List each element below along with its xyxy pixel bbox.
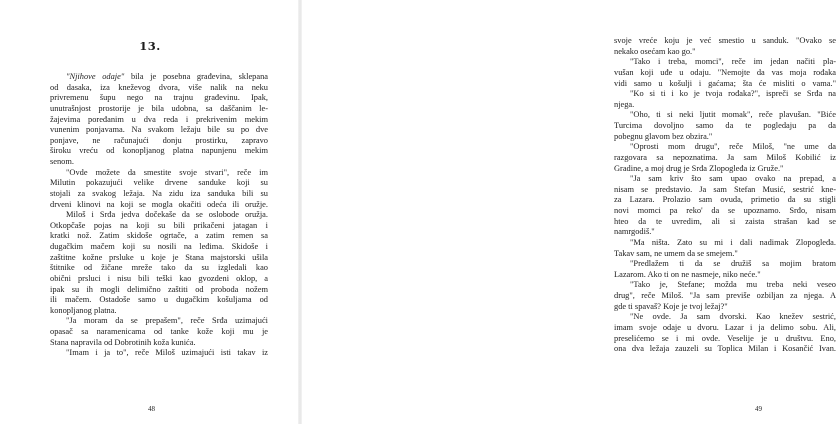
- left-page-text: [50, 72, 268, 359]
- left-line: "Njihove odaje" bila je posebna građevina, sklepana: [66, 72, 268, 81]
- page-number-left: 48: [148, 405, 155, 413]
- right-line: "Oho, ti si neki ljutit momak", reče plavušan. "Biće: [630, 110, 836, 120]
- right-line: Takav sam, ne umem da se smejem.": [614, 248, 738, 258]
- left-line: vunenim ponjavama. Na svakom ležaju bile su po dve: [50, 125, 268, 135]
- right-line: razgovara sa nepoznatima. Ja sam Miloš Kobilić iz: [614, 152, 836, 162]
- right-line: "Ne ovde. Ja sam dvorski. Kao knežev sestrić,: [630, 312, 836, 322]
- left-line: opasač sa naramenicama od tanke kože koji mu je: [50, 327, 268, 336]
- left-line: "Ja moram da se prepašem", reče Srđa uzimajući: [66, 316, 268, 326]
- right-line: "Oprosti mom drugu", reče Miloš, "ne ume da: [630, 142, 836, 152]
- right-line: "Ko si ti i ko je tvoja rođaka?", ispreči se Srđa na: [630, 89, 836, 99]
- right-line: preselićemo se i mi ovde. Veselije je u društvu. Eno,: [614, 333, 836, 343]
- right-line: vušan koji uđe u odaju. "Nemojte da vas moja rođaka: [614, 67, 836, 77]
- right-line: imam svoje odaje u dvoru. Lazar i ja delimo sobu. Ali,: [614, 322, 836, 332]
- right-line: hteo da te uvredim, ali si zaista strašan kad se: [614, 216, 836, 226]
- right-line: "Predlažem ti da se družiš sa mojim bratom: [630, 259, 836, 269]
- right-page: [300, 0, 836, 424]
- right-line: njega.: [614, 99, 635, 109]
- right-line: za Lazara. Prolazio sam ovuda, primetio da su stigli: [614, 195, 836, 205]
- left-line: privremenu šupu nego na trajnu građevinu. Ipak,: [50, 93, 268, 103]
- left-line: zaštitne kožne prsluke u koje je Stana majstorski ušila: [50, 252, 268, 262]
- right-line: Lazarom. Ako ti on ne nasmeje, niko neće.": [614, 269, 761, 279]
- left-line: Otkopčaše pojas na koji su bili prikačeni jatagan i: [50, 220, 268, 230]
- left-page: [0, 0, 300, 424]
- right-line: pobegnu glavom bez obzira.": [614, 131, 713, 141]
- left-line: obični prsluci i nisu bili teški kao gvozdeni oklop, a: [50, 273, 268, 283]
- left-line: Milutin pokazujući velike drvene sanduke koji su: [50, 178, 268, 188]
- left-line: štitnike od žičane mreže tako da su izgledali kao: [50, 263, 268, 273]
- right-line: novi momci pa reko' da se upoznamo. Srđo, nisam: [614, 206, 836, 215]
- left-line: drveni klinovi na koji se mogla okačiti odeća ili oružje.: [50, 199, 268, 209]
- right-line: nisam se predstavio. Ja sam Stefan Musić, sestrić kne-: [614, 184, 836, 194]
- right-line: "Ja sam kriv što sam upao ovako na prepad, a: [630, 174, 836, 184]
- right-page-text: [614, 36, 836, 355]
- right-line: nekako osećam kao go.": [614, 46, 696, 56]
- right-line: drug", reče Miloš. "Ja sam previše ozbiljan za njega. A: [614, 291, 836, 300]
- left-line: "Ovde možete da smestite svoje stvari", reče im: [66, 167, 268, 177]
- right-line: Gradine, a moj drug je Srđa Zlopogleđa iz Gruže.": [614, 163, 784, 173]
- right-line: "Tako i treba, momci", reče im jedan načiti pla-: [630, 57, 836, 67]
- left-line: "Imam i ja to", reče Miloš uzimajući isti takav iz: [66, 348, 268, 358]
- chapter-heading: 13.: [139, 39, 161, 53]
- left-line: Stana napravila od Dobrotinih koža kunića.: [50, 337, 196, 347]
- right-line: vidi samo u košulji i gaćama; šta će misliti o vama.": [614, 78, 836, 88]
- left-line: unutrašnjost prostorije je bila udobna, sa daščanim le-: [50, 103, 268, 113]
- right-line: namrgodiš.": [614, 227, 655, 237]
- left-line: žajevima poređanim u dva reda i prekrivenim mekim: [50, 114, 268, 124]
- right-line: svoje vreće koju je već smestio u sanduk. "Ovako se: [614, 36, 836, 45]
- left-line: ili mačem. Ostadoše samo u dugačkim košuljama od: [50, 295, 268, 305]
- right-line: "Tako je, Stefane; možda mu treba neki veseo: [630, 280, 836, 290]
- left-line: ipak su ih mogli delimično zaštiti od proboda nožem: [50, 284, 268, 294]
- italic-phrase: "Njihove odaje": [66, 72, 125, 81]
- right-line: ona dva ležaja zauzeli su Toplica Milan i Kosančić Ivan.: [614, 344, 836, 354]
- left-line: kratki nož. Zatim skidoše ogrtače, a zatim remen sa: [50, 231, 268, 241]
- right-line: Turcima dovoljno samo da te pogledaju pa da: [614, 121, 836, 130]
- right-line: gde ti spavaš? Koje je tvoj ležaj?": [614, 301, 728, 311]
- left-line: stojali za svakog ležaja. Na zidu iza sanduka bili su: [50, 188, 268, 198]
- left-line: od dasaka, iza kneževog dvora, više nalik na neku: [50, 82, 268, 92]
- left-line: široku vreću od konopljanog platna napunjenu mekim: [50, 146, 268, 156]
- left-line: Miloš i Srđa jedva dočekaše da se oslobode oružja.: [66, 210, 268, 220]
- page-number-right: 49: [755, 405, 762, 413]
- left-line: senom.: [50, 157, 74, 166]
- left-line: dugačkim mačem koji su nosili na leđima. Skidoše i: [50, 242, 268, 251]
- left-line: konopljanog platna.: [50, 305, 117, 315]
- left-line: ponjave, ne računajući donju prostirku, zapravo: [50, 135, 268, 145]
- right-line: "Ma ništa. Zato su mi i dali nadimak Zlopogleđa.: [630, 237, 836, 247]
